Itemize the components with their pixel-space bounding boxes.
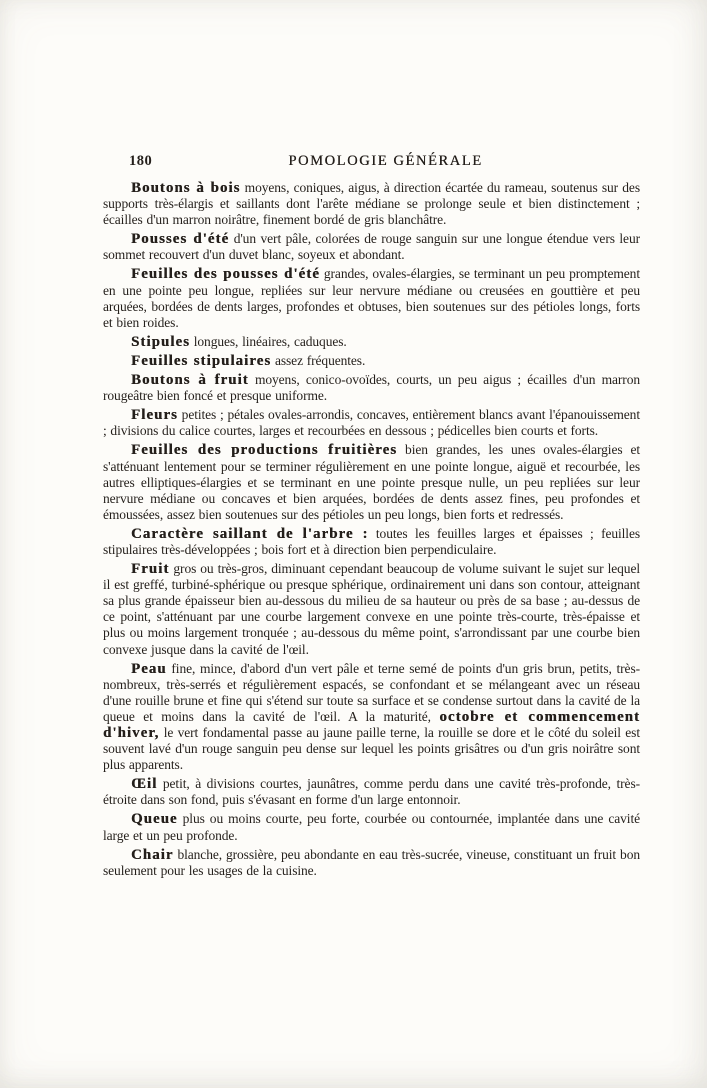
page-number: 180 xyxy=(129,153,153,169)
paragraph-text: toutes les feuilles larges et épaisses ; feuilles stipulaires très-développées ; bois fort et à direction bien perpendiculaire. xyxy=(103,525,641,557)
paragraph-term: Feuilles stipulaires xyxy=(131,352,272,369)
paragraph-term: Fleurs xyxy=(131,407,178,424)
paragraph-text: moyens, conico-ovoïdes, courts, un peu aigus ; écailles d'un marron rougeâtre bien foncé et presque uniforme. xyxy=(103,372,641,404)
paragraph-term: Feuilles des productions fruitières xyxy=(131,442,398,459)
paragraph-text: longues, linéaires, caduques. xyxy=(189,333,347,349)
paragraph-term: Boutons à fruit xyxy=(131,372,249,389)
paragraph-term: Peau xyxy=(131,660,167,677)
paragraph-text: petites ; pétales ovales-arrondis, concaves, entièrement blancs avant l'épanouissement ; divisions du calice courtes, larges et recourbées en dessous ; pédicelles bien courts et forts. xyxy=(103,407,640,439)
paragraph xyxy=(103,231,640,263)
running-title: POMOLOGIE GÉNÉRALE xyxy=(288,153,483,169)
paragraph xyxy=(103,407,640,439)
paragraph xyxy=(103,334,640,350)
paragraph-term: Pousses d'été xyxy=(131,231,230,248)
text-block xyxy=(103,153,640,879)
paragraph-term: Stipules xyxy=(131,333,190,350)
page-header xyxy=(103,153,640,170)
page-body xyxy=(103,180,640,879)
paragraph-text: petit, à divisions courtes, jaunâtres, comme perdu dans une cavité très-profonde, très-étroite dans son fond, puis s'évasant en forme d'un large entonnoir. xyxy=(103,776,640,808)
paragraph xyxy=(103,661,640,774)
paragraph-term: Caractère saillant de l'arbre : xyxy=(131,525,369,542)
paragraph xyxy=(103,811,640,843)
paragraph-text: moyens, coniques, aigus, à direction écartée du rameau, soutenus sur des supports très-élargis et saillants dont l'arête médiane se prolonge seule et bien distinctement ; écailles d'un marron noirâtre, finement bordé de gris blanchâtre. xyxy=(103,180,640,228)
paragraph xyxy=(103,372,640,404)
paragraph-text: fine, mince, d'abord d'un vert pâle et terne semé de points d'un gris brun, petits, très-nombreux, très-serrés et régulièrement espacés, se confondant et se mélangeant avec un réseau d'une rouille brune et fine qui s'étend sur toute sa surface et se condense surtout dans la cavité de la queue et moins dans la cavité de l'œil. A la maturité, xyxy=(103,660,640,724)
paragraph-text: gros ou très-gros, diminuant cependant beaucoup de volume suivant le sujet sur lequel il est greffé, turbiné-sphérique ou presque sphérique, ordinairement uni dans son contour, atteignant sa plus grande épaisseur bien au-dessous du milieu de sa hauteur ou près de sa base ; au-dessus de ce point, s'atténuant par une courbe largement convexe en une pointe très-courte, très-épaisse et plus ou moins largement tronquée ; au-dessous du même point, s'arrondissant par une courbe bien convexe jusque dans la cavité de l'œil. xyxy=(103,561,640,657)
paragraph-term: Chair xyxy=(131,846,174,863)
paragraph xyxy=(103,180,640,228)
paragraph-text: plus ou moins courte, peu forte, courbée ou contournée, implantée dans une cavité large et un peu profonde. xyxy=(103,811,640,843)
paragraph-term: Feuilles des pousses d'été xyxy=(131,266,320,283)
paragraph-term: Queue xyxy=(131,811,178,828)
paragraph-term: Fruit xyxy=(131,561,170,578)
paragraph-term: octobre et commencement d'hiver, xyxy=(103,708,641,741)
paragraph-text: grandes, ovales-élargies, se terminant un peu promptement en une pointe peu longue, repliées sur leur nervure médiane ou creusées en gouttière et peu arquées, bordées de dents larges, profondes et obtuses, bien soutenues sur des pétioles longs, forts et bien roides. xyxy=(103,266,640,330)
paragraph-text: le vert fondamental passe au jaune paille terne, la rouille se dore et le côté du soleil est souvent lavé d'un rouge sanguin peu dense sur lequel les points grisâtres ou d'un gris noirâtre sont plus apparents. xyxy=(103,725,640,773)
paragraph-text: bien grandes, les unes ovales-élargies et s'atténuant lentement pour se terminer régulièrement en une pointe longue, aiguë et recourbée, les autres elliptiques-élargies et se terminant en une pointe presque nulle, un peu repliées sur leur nervure médiane ou concaves et bien arquées, bordées de dents assez fines, peu profondes et émoussées, assez bien soutenues sur des pétioles un peu longs, bien forts et redressés. xyxy=(103,442,640,522)
paragraph-term: Boutons à bois xyxy=(131,180,241,196)
paragraph xyxy=(103,847,640,879)
paragraph-text: assez fréquentes. xyxy=(271,352,366,368)
paragraph-term: Œil xyxy=(131,776,158,793)
paragraph xyxy=(103,353,640,369)
paragraph xyxy=(103,561,640,658)
paragraph xyxy=(103,776,640,808)
paragraph-text: blanche, grossière, peu abondante en eau très-sucrée, vineuse, constituant un fruit bon seulement pour les usages de la cuisine. xyxy=(103,846,640,878)
paragraph-text: d'un vert pâle, colorées de rouge sanguin sur une longue étendue vers leur sommet recouvert d'un duvet blanc, soyeux et abondant. xyxy=(103,231,640,263)
paragraph xyxy=(103,442,640,522)
paragraph xyxy=(103,526,640,558)
paragraph xyxy=(103,266,640,330)
